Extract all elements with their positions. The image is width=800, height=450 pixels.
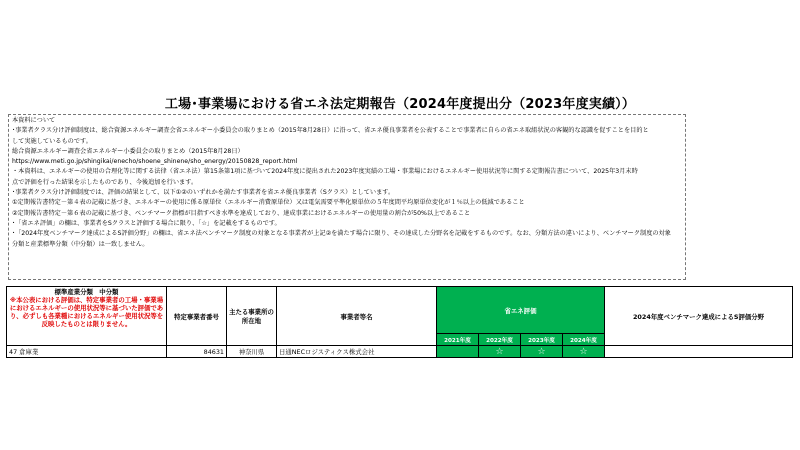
industry-cell: 47 倉庫業 (7, 346, 167, 358)
year-header-2022: 2022年度 (479, 334, 521, 346)
eval-header: 省エネ評価 (437, 287, 605, 334)
notes-line: して実施しているものです。 (12, 137, 92, 145)
notes-line: 分類と産業標準分類（中分類）は一致しません。 (12, 240, 149, 248)
number-header: 特定事業者番号 (167, 287, 227, 346)
notes-line: 総合資源エネルギー調査会省エネルギー小委員会の取りまとめ（2015年8月28日） (12, 147, 244, 155)
star-cell-2024: ☆ (563, 346, 605, 358)
industry-note: ※本公表における評価は、特定事業者の工場・事業場におけるエネルギーの使用状況等に基づいた評価であり、必ずしも各業種におけるエネルギー使用状況等を反映したものとは限りません。 (9, 296, 164, 328)
star-cell-2021 (437, 346, 479, 358)
evaluation-table (6, 286, 793, 358)
notes-line: ･「省エネ評価」の欄は、事業者をSクラスと評価する場合に限り、「☆」を記載をするものです。 (12, 219, 281, 227)
notes-line: ②定期報告書特定－第６表の記載に基づき、ベンチマーク指標が目指すべき水準を達成しており、達成事業におけるエネルギーの使用量の割合が50%以上であること (12, 209, 471, 217)
notes-line: ･事業者クラス分け評価制度は、総合資源エネルギー調査会省エネルギー小委員会の取りまとめ（2015年8月28日）に沿って、省エネ優良事業者を公表することで事業者に自らの省エネ取組状況の客観的な認識を促すことを目的と (12, 127, 649, 135)
name-header: 事業者等名 (277, 287, 437, 346)
star-cell-2023: ☆ (521, 346, 563, 358)
notes-box (8, 114, 686, 280)
report-link[interactable]: https://www.meti.go.jp/shingikai/enecho/shoene_shinene/sho_energy/20150828_report.html (12, 158, 298, 166)
notes-line: ･「2024年度ベンチマーク達成によるS評価分野」の欄は、省エネ法ベンチマーク制度の対象となる事業者が上記②を満たす場合に限り、その達成した分野名を記載をするものです。なお、分類方法の違いにより、ベンチマーク制度の対象 (12, 230, 671, 238)
benchmark-header: 2024年度ベンチマーク達成によるS評価分野 (605, 287, 793, 346)
location-header: 主たる事業所の所在地 (227, 287, 277, 346)
number-cell: 84631 (167, 346, 227, 358)
notes-line: ・本資料は、エネルギーの使用の合理化等に関する法律（省エネ法）第15条第1項に基づいて2024年度に提出された2023年度実績の工場・事業場におけるエネルギー使用状況等に関する定期報告書について、2025年3月末時 (12, 168, 638, 176)
location-cell: 神奈川県 (227, 346, 277, 358)
benchmark-cell (605, 346, 793, 358)
year-header-2024: 2024年度 (563, 334, 605, 346)
year-header-2021: 2021年度 (437, 334, 479, 346)
notes-line: 点で評価を行った結果を示したものであり、今後追加を行います。 (12, 178, 198, 186)
page-title: 工場･事業場における省エネ法定期報告（2024年度提出分（2023年度実績）） (164, 97, 636, 112)
star-cell-2022: ☆ (479, 346, 521, 358)
year-header-2023: 2023年度 (521, 334, 563, 346)
notes-line: ･事業者クラス分け評価制度では、評価の結果として、以下①②のいずれかを満たす事業者を省エネ優良事業者（Sクラス）としています。 (12, 189, 395, 197)
industry-header: 標準産業分類 中分類 (54, 288, 119, 296)
name-cell: 日通NECロジスティクス株式会社 (277, 346, 437, 358)
table-row (7, 346, 793, 358)
notes-line: ①定期報告書特定－第４表の記載に基づき、エネルギーの使用に係る原単位（エネルギー消費原単位）又は電気需要平準化原単位の５年度間平均原単位変化が１％以上の低減であること (12, 199, 525, 207)
notes-heading: 本資料について (12, 117, 56, 124)
industry-header-cell (7, 287, 167, 346)
